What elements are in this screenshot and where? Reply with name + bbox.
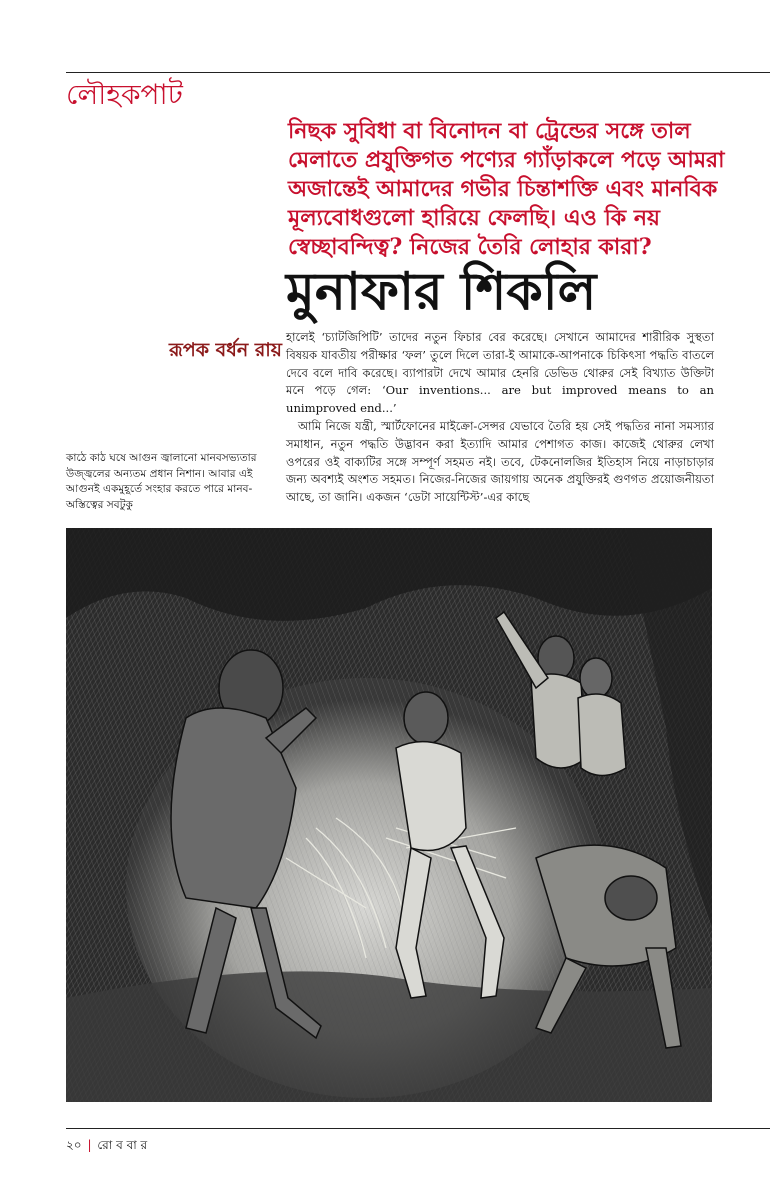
page-number: ২০	[66, 1138, 82, 1152]
byline: রূপক বর্ধন রায়	[169, 339, 282, 361]
section-label: লৌহকপাট	[66, 78, 183, 111]
body-paragraph: আমি নিজে যন্ত্রী, স্মার্টফোনের মাইক্রো-সেন্সর যেভাবে তৈরি হয় সেই পদ্ধতির নানা সমস্যার সমাধান, নতুন পদ্ধতি উদ্ভাবন করা ইত্যাদি আমার পেশাগত কাজ। কাজেই থোরুর লেখা ওপরের ওই বাক্যটির সঙ্গে সম্পূর্ণ সহমত নই। তবে, টেকনোলজির ইতিহাস নিয়ে নাড়াচাড়ার জন্য অবশ্যই অংশত সহমত। নিজের-নিজের জায়গায় অনেক প্রযুক্তিরই গুণগত প্রয়োজনীয়তা আছে, তা জানি। একজন ‘ডেটা সায়েন্টিস্ট’-এর কাছে	[286, 418, 714, 505]
bottom-rule	[66, 1128, 770, 1129]
illustration-art	[66, 528, 712, 1102]
body-paragraph: হালেই ‘চ্যাটজিপিটি’ তাদের নতুন ফিচার বের করেছে। সেখানে আমাদের শারীরিক সুস্থতা বিষয়ক যাবতীয় পরীক্ষার ‘ফল’ তুলে দিলে তারা-ই আমাকে-আপনাকে চিকিৎসা পদ্ধতি বাতলে দেবে বলে দাবি করেছে। ব্যাপারটা দেখে আমার হেনরি ডেভিড থোরুর সেই বিখ্যাত উক্তিটা মনে পড়ে গেল: ‘Our inventions... are but improved means to an unimproved end...’	[286, 330, 714, 416]
engraving-illustration	[66, 528, 712, 1102]
article-body	[286, 329, 714, 507]
top-rule	[66, 72, 770, 73]
page-footer	[66, 1137, 147, 1157]
magazine-name: রো ব বা র	[97, 1138, 148, 1152]
headline: মুনাফার শিকলি	[286, 261, 597, 322]
folio-separator: |	[87, 1138, 92, 1152]
standfirst: নিছক সুবিধা বা বিনোদন বা ট্রেন্ডের সঙ্গে তাল মেলাতে প্রযুক্তিগত পণ্যের গ্যাঁড়াকলে পড়ে আমরা অজান্তেই আমাদের গভীর চিন্তাশক্তি এবং মানবিক মূল্যবোধগুলো হারিয়ে ফেলছি। এও কি নয় স্বেচ্ছাবন্দিত্ব? নিজের তৈরি লোহার কারা?	[288, 118, 725, 260]
image-caption: কাঠে কাঠ ঘষে আগুন জ্বালানো মানবসভ্যতার উজ্জ্বলের অন্যতম প্রধান নিশান। আবার এই আগুনই একমুহূর্তে সংহার করতে পারে মানব-অস্তিত্বের সবটুকু	[66, 452, 257, 511]
